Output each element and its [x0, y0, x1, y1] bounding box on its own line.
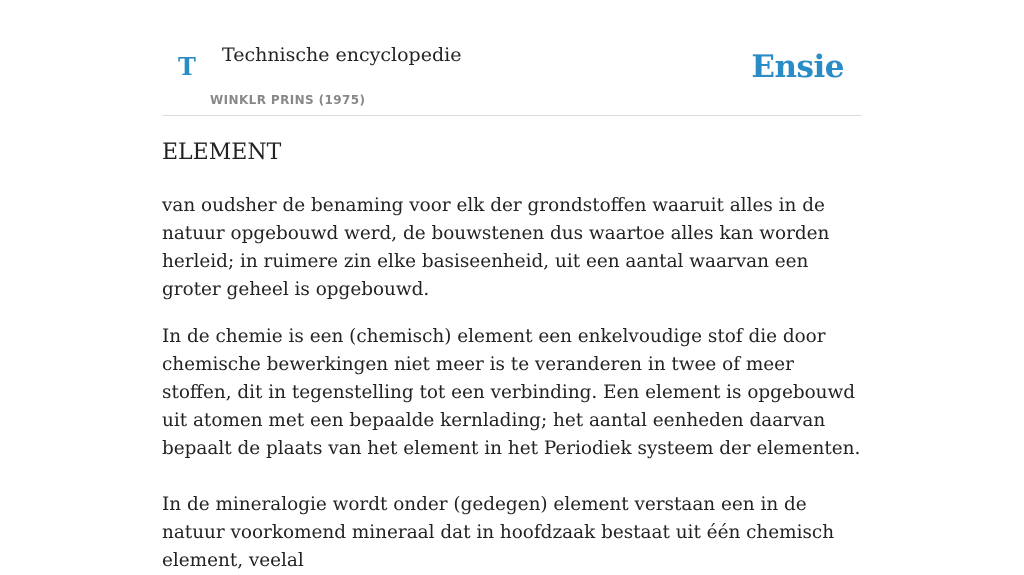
paragraph-mineralogy: In de mineralogie wordt onder (gedegen) element verstaan een in de natuur voorkomend mineraal dat in hoofdzaak bestaat uit één chemisch element, veelal — [162, 494, 835, 571]
paragraph-chemistry: In de chemie is een (chemisch) element een enkelvoudige stof die door chemische bewerkingen niet meer is te veranderen in twee of meer stoffen, dit in tegenstelling tot een verbinding. Een element is opgebouwd uit atomen met een bepaalde kernlading; het aantal eenheden daarvan bepaalt de plaats van het element in het Periodiek systeem der elementen. — [162, 326, 861, 459]
book-title-link[interactable]: Technische encyclopedie — [222, 44, 462, 66]
article-body — [162, 192, 862, 575]
book-initial-icon[interactable]: T — [178, 52, 196, 81]
entry-title: ELEMENT — [162, 140, 282, 165]
paragraph-definition: van oudsher de benaming voor elk der grondstoffen waaruit alles in de natuur opgebouwd werd, de bouwstenen dus waartoe alles kan worden herleid; in ruimere zin elke basiseenheid, uit een aantal waarvan een groter geheel is opgebouwd. — [162, 195, 830, 300]
page-container — [162, 0, 862, 571]
book-header — [162, 0, 862, 116]
ensie-logo[interactable]: Ensie — [751, 49, 844, 85]
book-source: WINKLR PRINS (1975) — [210, 93, 366, 107]
